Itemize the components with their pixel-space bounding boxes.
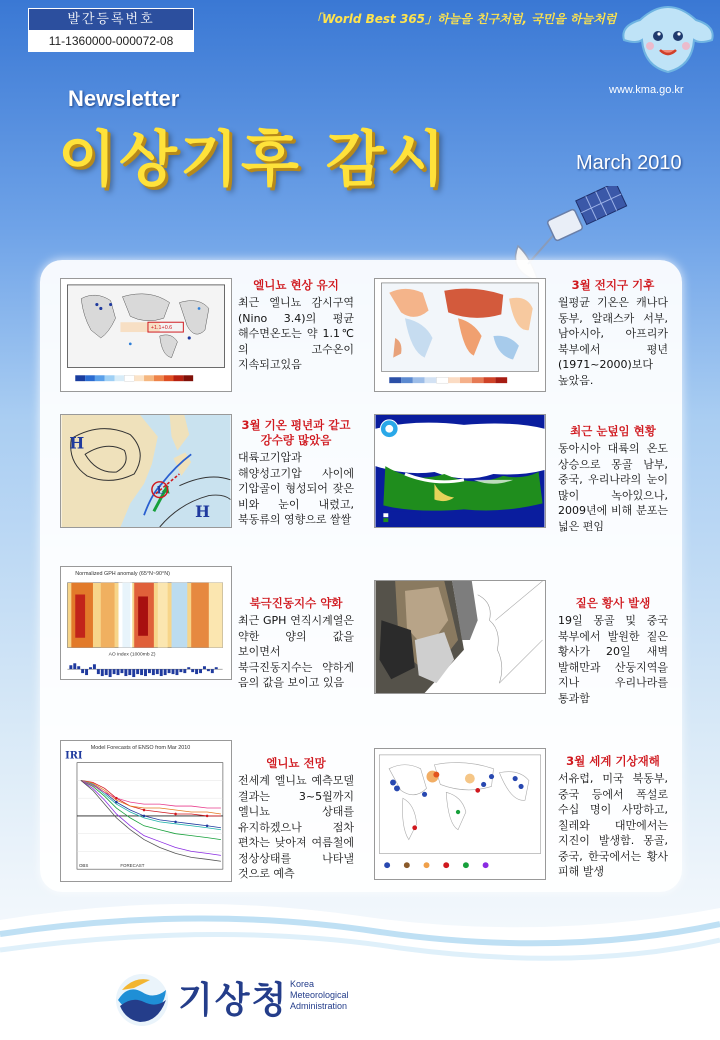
card-world-weather-disasters [558,754,668,880]
obs-label: OBS [78,863,89,869]
newsletter-label: Newsletter [68,86,180,111]
high-pressure-label: H [69,433,85,453]
gph-chart-title: Normalized GPH anomaly (65°N~90°N) [75,570,170,577]
card-body: 대륙고기압과 해양성고기압 사이에 기압골이 형성되어 잦은 비와 눈이 내렸고, 북동류의 영향으로 쌀쌀 [238,451,354,526]
card-ao-index [238,596,354,691]
card-body: 최근 엘니뇨 감시구역 (Nino 3.4)의 평균 해수면온도는 약 1.1℃의 고수온이 지속되고있음 [238,296,354,371]
weather-disaster-map [374,748,546,880]
org-english-line-3: Administration [290,1001,348,1011]
svg-text:L: L [156,485,164,497]
org-english-line-2: Meteorological [290,990,349,1000]
nino-box-label: +1.1+0.6 [150,325,173,332]
card-march-global-climate [558,278,668,388]
card-heading: 엘니뇨 전망 [266,756,326,770]
global-temperature-map [374,278,546,392]
card-heading: 3월 세계 기상재해 [566,754,660,768]
card-yellow-dust [558,596,668,706]
snow-cover-map [374,414,546,528]
card-body: 월평균 기온은 캐나다 동부, 알래스카 서부, 남아시아, 아프리카 북부에서 평년(1971~2000)보다 높았음. [558,296,668,387]
card-el-nino-forecast [238,756,354,882]
issue-date: March 2010 [576,152,682,174]
card-march-temperature [238,418,354,528]
card-el-nino-status [238,278,354,373]
org-english-name [290,979,349,1012]
card-body: 최근 GPH 연직시계열은 약한 양의 값을 보이면서 북극진동지수는 약하게 음의 값을 보이고 있음 [238,614,354,689]
card-body: 동아시아 대륙의 온도 상승으로 몽골 남부, 중국, 우리나라의 눈이 많이 녹아있으나, 2009년에 비해 분포는 넓은 편임 [558,442,668,533]
card-heading: 북극진동지수 약화 [249,596,343,610]
card-body: 서유럽, 미국 북동부, 중국 등에서 폭설로 수십 명이 사망하고, 칠레와 대만에서는 지진이 발생함. 몽골, 중국, 한국에서는 황사 피해 발생 [558,772,668,878]
website-url[interactable]: www.kma.go.kr [609,84,684,96]
gph-anomaly-chart [60,566,232,680]
page-title: 이상기후 감시 [58,125,448,195]
yellow-dust-satellite-image [374,580,546,694]
card-heading: 짙은 황사 발생 [575,596,651,610]
sst-anomaly-map [60,278,232,392]
org-name: 기상청 [178,980,289,1021]
card-heading: 엘니뇨 현상 유지 [253,278,339,292]
registration-box [28,8,194,52]
card-body: 19일 몽골 및 중국 북부에서 발원한 짙은 황사가 20일 새벽 발해만과 산둥지역을 지나 우리나라를 통과함 [558,614,668,705]
slogan: 「World Best 365」하늘을 친구처럼, 국민을 하늘처럼 [310,12,617,26]
enso-forecast-chart [60,740,232,882]
card-heading: 최근 눈덮임 현황 [570,424,656,438]
mascot-icon [620,0,716,78]
card-body: 전세계 엘니뇨 예측모델 결과는 3~5월까지 엘니뇨 상태를 유지하겠으나 점차 편차는 낮아져 여름철에 정상상태를 나타낼 것으로 예측 [238,774,354,880]
high-pressure-label-east: H [195,502,210,522]
ao-index-label: AO index (1000mb Z) [108,652,156,658]
surface-pressure-chart [60,414,232,528]
card-heading: 3월 전지구 기후 [571,278,655,292]
registration-number: 11-1360000-000072-08 [29,31,193,51]
registration-title: 발간등록번호 [29,9,193,31]
enso-chart-title: Model Forecasts of ENSO from Mar 2010 [90,744,191,751]
forecast-label: FORECAST [120,863,145,869]
card-snow-cover [558,424,668,534]
footer-wave [0,890,720,1040]
card-heading: 3월 기온 평년과 같고 강수량 많았음 [241,418,351,447]
iri-label: IRI [65,750,83,762]
org-english-line-1: Korea [290,979,315,989]
